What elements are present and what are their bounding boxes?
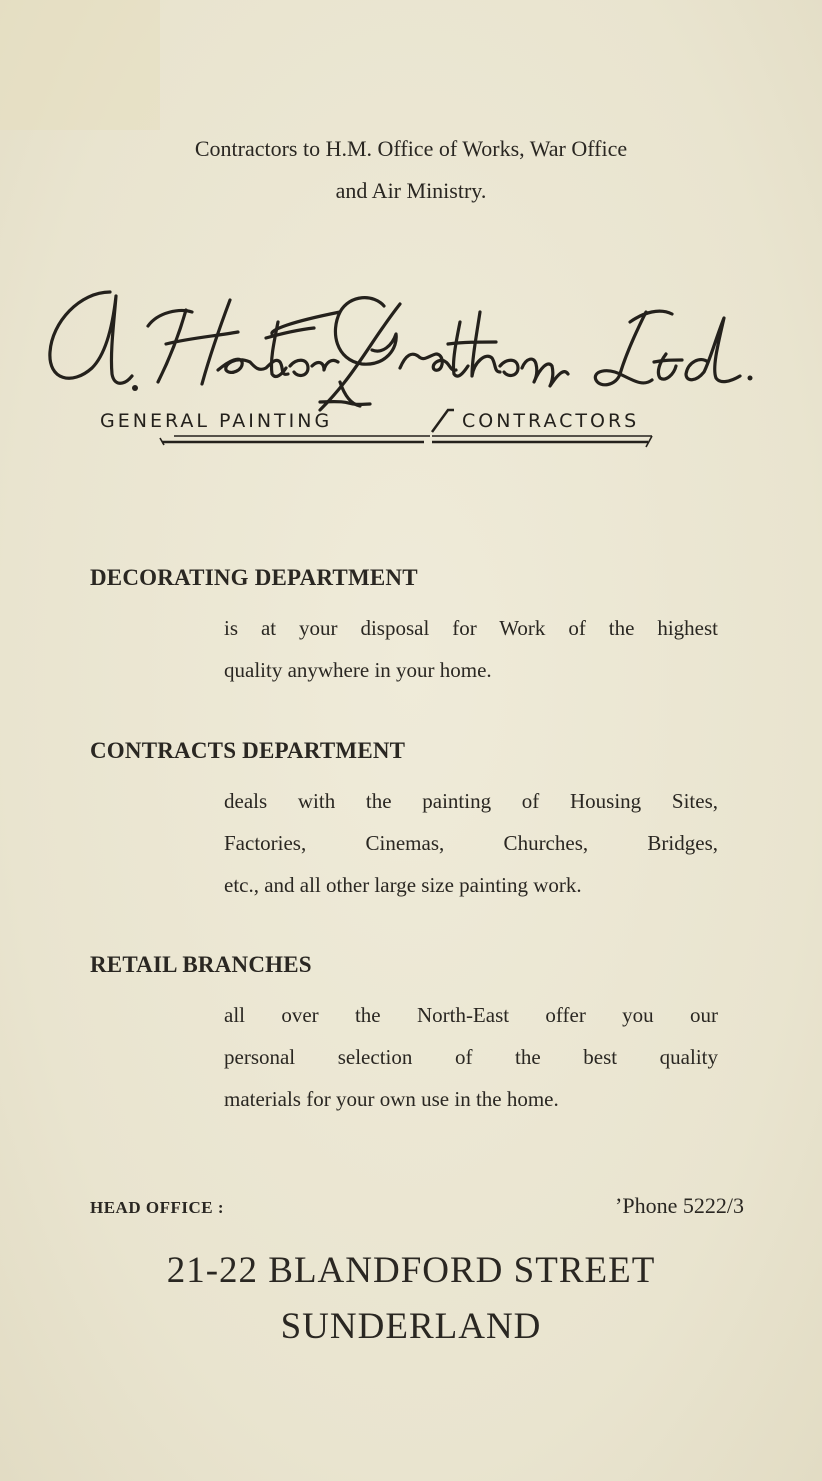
- head-office-label: HEAD OFFICE :: [90, 1198, 224, 1217]
- logo-tagline-right: CONTRACTORS: [462, 410, 640, 432]
- retail-line-1: all over the North-East offer you our: [224, 1003, 718, 1027]
- retail-line-3: materials for your own use in the home.: [224, 1087, 559, 1111]
- contracts-heading: CONTRACTS DEPARTMENT: [90, 738, 406, 763]
- logo-underline: [160, 436, 652, 447]
- phone-number: ’Phone 5222/3: [615, 1193, 744, 1218]
- address-street: 21-22 BLANDFORD STREET: [166, 1250, 656, 1291]
- logo-tagline-left: GENERAL PAINTING: [100, 410, 333, 432]
- paper-stain: [0, 0, 160, 130]
- retail-line-2: personal selection of the best quality: [224, 1045, 718, 1069]
- address-town: SUNDERLAND: [280, 1306, 542, 1347]
- decorating-description: [224, 607, 718, 691]
- contracts-description: [224, 780, 718, 906]
- contractor-credentials: [0, 128, 822, 212]
- retail-heading: RETAIL BRANCHES: [90, 952, 312, 977]
- decorating-line-2: quality anywhere in your home.: [224, 658, 492, 682]
- logo-slash: [432, 410, 454, 432]
- credentials-line-1: Contractors to H.M. Office of Works, War Office: [194, 136, 628, 161]
- retail-description: [224, 994, 718, 1120]
- company-logo: [40, 282, 790, 457]
- decorating-heading: DECORATING DEPARTMENT: [90, 565, 418, 590]
- contracts-line-2: Factories, Cinemas, Churches, Bridges,: [224, 831, 718, 855]
- logo-script-signature: [50, 292, 753, 410]
- credentials-line-2: and Air Ministry.: [335, 178, 487, 203]
- head-office-address: [0, 1243, 822, 1355]
- contracts-line-1: deals with the painting of Housing Sites,: [224, 789, 718, 813]
- decorating-line-1: is at your disposal for Work of the highest: [224, 616, 718, 640]
- contracts-line-3: etc., and all other large size painting work.: [224, 873, 582, 897]
